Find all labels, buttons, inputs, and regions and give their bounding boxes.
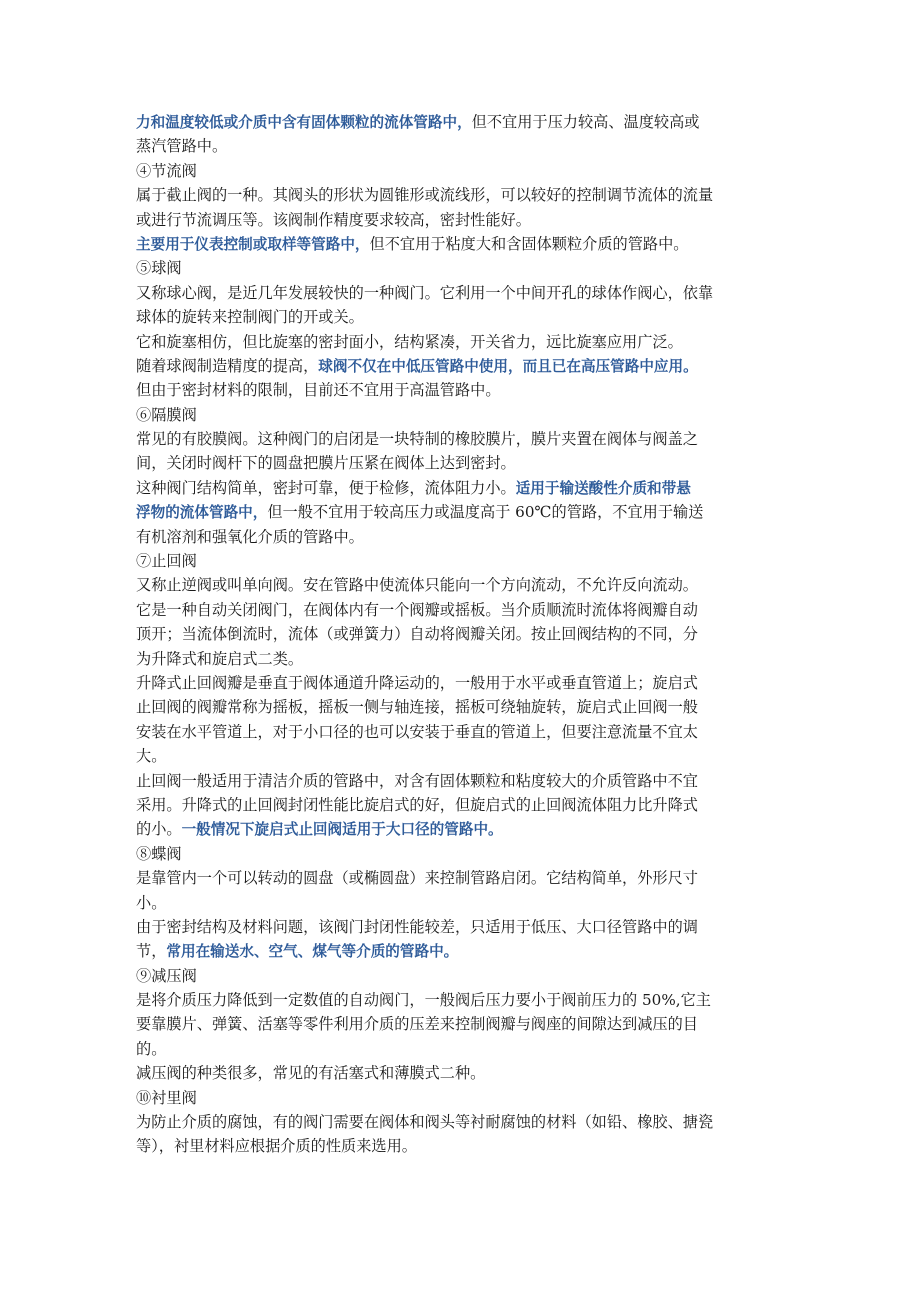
body-text: 大。 [136,747,167,766]
text-line [136,695,796,719]
body-text: 它是一种自动关闭阀门，在阀体内有一个阀瓣或摇板。当介质顺流时流体将阀瓣自动 [136,600,698,619]
text-line [136,525,796,549]
text-line [136,842,796,866]
body-text: 减压阀的种类很多，常见的有活塞式和薄膜式二种。 [136,1064,486,1083]
text-line [136,134,796,158]
body-text: ⑦止回阀 [136,552,197,571]
text-line [136,817,796,841]
body-text: 升降式止回阀瓣是垂直于阀体通道升降运动的，一般用于水平或垂直管道上；旋启式 [136,673,698,692]
highlighted-text: 一般情况下旋启式止回阀适用于大口径的管路中。 [181,821,503,839]
body-text: 又称球心阀，是近几年发展较快的一种阀门。它利用一个中间开孔的球体作阀心，依靠 [136,283,714,302]
text-line [136,1037,796,1061]
text-line [136,110,796,134]
text-line [136,1086,796,1110]
text-line [136,744,796,768]
body-text: 间，关闭时阀杆下的圆盘把膜片压紧在阀体上达到密封。 [136,454,516,473]
text-line [136,208,796,232]
body-text: ⑨减压阀 [136,966,197,985]
body-text: 随着球阀制造精度的提高， [136,356,319,375]
text-line [136,793,796,817]
body-text: 是靠管内一个可以转动的圆盘（或椭圆盘）来控制管路启闭。它结构简单，外形尺寸 [136,869,698,888]
body-text: 采用。升降式的止回阀封闭性能比旋启式的好，但旋启式的止回阀流体阻力比升降式 [136,795,698,814]
body-text: ⑤球阀 [136,259,182,278]
body-text: 但不宜用于粘度大和含固体颗粒介质的管路中。 [369,234,689,253]
body-text: ⑥隔膜阀 [136,405,197,424]
body-text: 顶开；当流体倒流时，流体（或弹簧力）自动将阀瓣关闭。按止回阀结构的不同，分 [136,625,698,644]
body-text: ⑩衬里阀 [136,1088,197,1107]
highlighted-text: 球阀不仅在中低压管路中使用，而且已在高压管路中应用。 [318,357,698,375]
text-line [136,915,796,939]
body-text: 要靠膜片、弹簧、活塞等零件利用介质的压差来控制阀瓣与阀座的间隙达到减压的目 [136,1015,698,1034]
text-line [136,354,796,378]
text-line [136,330,796,354]
text-line [136,866,796,890]
text-line [136,1012,796,1036]
text-line [136,403,796,427]
body-text: 由于密封结构及材料问题，该阀门封闭性能较差，只适用于低压、大口径管路中的调 [136,917,698,936]
body-text: 止回阀的阀瓣常称为摇板，摇板一侧与轴连接，摇板可绕轴旋转，旋启式止回阀一般 [136,698,698,717]
body-text: 有机溶剂和强氧化介质的管路中。 [136,527,364,546]
text-line [136,964,796,988]
highlighted-text: 适用于输送酸性介质和带悬 [515,479,691,497]
text-line [136,891,796,915]
highlighted-text: 浮物的流体管路中， [136,504,268,522]
body-text: 球体的旋转来控制阀门的开或关。 [136,308,364,327]
body-text: 的。 [136,1039,167,1058]
body-text: 为防止介质的腐蚀，有的阀门需要在阀体和阀头等衬耐腐蚀的材料（如铅、橡胶、搪瓷 [136,1113,714,1132]
text-line [136,232,796,256]
highlighted-text: 主要用于仪表控制或取样等管路中， [136,235,370,253]
text-line [136,476,796,500]
body-text: 但不宜用于压力较高、温度较高或 [471,113,700,131]
text-line [136,939,796,963]
body-text: 小。 [136,893,167,912]
body-text: 节， [136,942,167,961]
text-line [136,183,796,207]
body-text: 的小。 [136,820,182,839]
text-line [136,549,796,573]
text-line [136,671,796,695]
body-text: 但由于密封材料的限制，目前还不宜用于高温管路中。 [136,381,501,400]
highlighted-text: 常用在输送水、空气、煤气等介质的管路中。 [166,943,459,961]
body-text: 止回阀一般适用于清洁介质的管路中，对含有固体颗粒和粘度较大的介质管路中不宜 [136,771,698,790]
text-line [136,622,796,646]
body-text: 常见的有胶膜阀。这种阀门的启闭是一块特制的橡胶膜片，膜片夹置在阀体与阀盖之 [136,430,698,449]
text-line [136,988,796,1012]
text-line [136,573,796,597]
body-text: 蒸汽管路中。 [136,137,228,156]
text-line [136,500,796,524]
body-text: ④节流阀 [136,161,197,180]
text-line [136,159,796,183]
document-body [136,110,796,1159]
text-line [136,647,796,671]
body-text: 它和旋塞相仿，但比旋塞的密封面小，结构紧凑，开关省力，远比旋塞应用广泛。 [136,332,683,351]
body-text: 为升降式和旋启式二类。 [136,649,304,668]
body-text: 等），衬里材料应根据介质的性质来选用。 [136,1137,417,1156]
body-text: ⑧蝶阀 [136,844,182,863]
highlighted-text: 力和温度较低或介质中含有固体颗粒的流体管路中， [136,114,472,131]
text-line [136,769,796,793]
body-text: 安装在水平管道上，对于小口径的也可以安装于垂直的管道上，但要注意流量不宜太 [136,722,698,741]
text-line [136,1061,796,1085]
text-line [136,427,796,451]
body-text: 属于截止阀的一种。其阀头的形状为圆锥形或流线形，可以较好的控制调节流体的流量 [136,186,714,205]
text-line [136,281,796,305]
text-line [136,451,796,475]
text-line [136,1110,796,1134]
text-line [136,305,796,329]
body-text: 但一般不宜用于较高压力或温度高于 60℃的管路，不宜用于输送 [267,503,704,522]
body-text: 或进行节流调压等。该阀制作精度要求较高，密封性能好。 [136,210,531,229]
text-line [136,1134,796,1158]
text-line [136,378,796,402]
body-text: 这种阀门结构简单，密封可靠，便于检修，流体阻力小。 [136,478,516,497]
text-line [136,256,796,280]
body-text: 又称止逆阀或叫单向阀。安在管路中使流体只能向一个方向流动，不允许反向流动。 [136,576,698,595]
text-line [136,720,796,744]
body-text: 是将介质压力降低到一定数值的自动阀门，一般阀后压力要小于阀前压力的 50%,它主 [136,991,711,1010]
text-line [136,598,796,622]
